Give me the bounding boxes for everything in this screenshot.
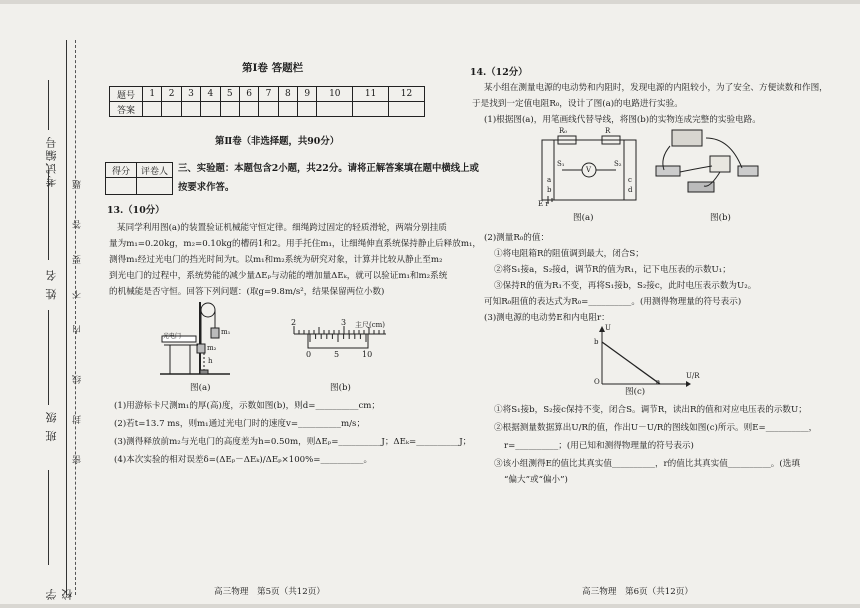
question-number: 4 [201,87,220,102]
apparatus-photo [650,128,760,208]
q13-item-2: (2)若t=13.7 ms，则m₁通过光电门时的速度v=__________m/s； [114,419,366,429]
answer-cell[interactable] [181,102,200,117]
main-scale-label-3: 3 [341,318,347,327]
binding-dashed-line [75,40,76,595]
m1-label: m₁ [221,328,231,336]
battery-label: E r [538,200,549,208]
main-scale-title: 主尺(cm) [355,321,386,329]
class-line [48,310,49,405]
q13-text-line: 量为m₁=0.20kg，m₂=0.10kg的槽码1和2。用手托住m₁，让细绳伸直系统保持静止后释放m₁， [109,239,482,249]
exam-no-label: 考试编号 [45,135,58,187]
apparatus-figure [160,300,245,382]
vernier-label-5: 5 [334,350,340,359]
seal-char: 内 [73,325,83,334]
scan-edge-top [0,0,860,4]
question-number: 5 [220,87,239,102]
question-number: 3 [181,87,200,102]
fig-b-caption: 图(b) [330,383,351,393]
answer-table-header: 题号 [110,87,143,102]
question-number: 9 [298,87,317,102]
q13-text-line: 某同学利用图(a)的装置验证机械能守恒定律。细绳跨过固定的轻质滑轮，两端分别挂质 [117,223,447,233]
q13-text-line: 测得m₁经过光电门的挡光时间为t。以m₁和m₂系统为研究对象，计算并比较从静止至m₂ [109,255,443,265]
answer-cell[interactable] [143,102,162,117]
r-label: R [605,127,611,135]
voltmeter-label: V [586,166,592,174]
grader-label: 评卷人 [137,163,173,178]
q14-step: ③保持R的值为R₁不变，再将S₁接b，S₂接c，此时电压表示数为U₂。 [494,281,757,291]
binding-solid-line [66,40,67,595]
exam-no-line [48,80,49,130]
circuit-caption: 图(a) [573,213,594,223]
name-line [48,170,49,260]
part2-title: 第Ⅱ卷（非选择题，共90分） [215,136,340,147]
q14-item-1: (1)根据图(a)，用笔画线代替导线，将图(b)的实物连成完整的实验电路。 [484,115,761,125]
vernier-label-10: 10 [362,350,373,359]
q14-step: ①将电阻箱R的阻值调到最大，闭合S； [494,249,644,259]
answer-cell[interactable] [259,102,278,117]
q14-step: ③该小组测得E的值比其真实值__________，r的值比其真实值__________。(选填 [494,459,800,469]
school-label: 学 校 [45,587,74,600]
graph-a-label: a [656,378,661,386]
answer-cell[interactable] [239,102,258,117]
grader-cell[interactable] [137,178,173,195]
right-footer: 高三物理 第6页（共12页） [582,587,693,597]
seal-char: 线 [73,375,83,384]
graph-origin: O [594,378,600,386]
q14-item-3: (3)测电源的电动势E和内电阻r： [484,313,610,323]
s1-label: S₁ [557,160,565,168]
q14-step: ①将S₁接b，S₂接c保持不变，闭合S。调节R，读出R的值和对应电压表的示数U； [494,405,807,415]
m2-label: m₂ [207,344,217,352]
q14-text-line: 于是找到一定值电阻R₀，设计了图(a)的电路进行实验。 [472,99,683,109]
class-label: 班 级 [45,410,58,442]
answer-cell[interactable] [353,102,389,117]
q13-header: 13.（10分） [107,205,165,216]
question-number: 7 [259,87,278,102]
seal-char: 要 [73,255,83,264]
q13-text-line: 到光电门的过程中，系统势能的减少量ΔEₚ与动能的增加量ΔEₖ，就可以验证m₁和m₂系统 [109,271,448,281]
fig-a-caption: 图(a) [190,383,211,393]
q14-header: 14.（12分） [470,67,528,78]
photogate-label: 光电门 [163,333,182,340]
q14-text-line: 某小组在测量电源的电动势和内阻时，发现电源的内阻较小，为了安全、方便读数和作图， [484,83,828,93]
name-label: 姓 名 [45,268,58,300]
scan-edge-bottom [0,604,860,608]
graph-b-label: b [594,338,599,346]
score-cell[interactable] [106,178,137,195]
question-number: 10 [317,87,353,102]
apparatus-caption: 图(b) [710,213,731,223]
q14-step: ②将S₁接a，S₂接d，调节R的值为R₁，记下电压表的示数U₁； [494,265,731,275]
answer-sheet-title: 第Ⅰ卷 答题栏 [242,62,304,74]
answer-cell[interactable] [220,102,239,117]
graph-x-label: U/R [686,372,700,380]
seal-char: 封 [73,415,83,424]
answer-cell[interactable] [317,102,353,117]
answer-cell[interactable] [162,102,181,117]
q14-step: “偏大”或“偏小”) [504,475,568,485]
seal-char: 答 [73,220,83,229]
graph-caption: 图(c) [625,387,646,397]
question-number: 8 [278,87,297,102]
q13-item-1: (1)用游标卡尺测m₁的厚(高)度，示数如图(b)，则d=__________cm； [114,401,381,411]
question-number: 12 [389,87,425,102]
answer-table-row-label: 答案 [110,102,143,117]
left-footer: 高三物理 第5页（共12页） [214,587,325,597]
node-c-label: c [628,176,632,184]
question-number: 1 [143,87,162,102]
question-number: 11 [353,87,389,102]
q13-item-3: (3)测得释放前m₂与光电门的高度差为h=0.50m，则ΔEₚ=__________J；ΔEₖ=__________J； [114,437,472,447]
q14-step: r=__________；(用已知和测得物理量的符号表示) [504,441,694,451]
seal-char: 题 [73,180,83,189]
answer-cell[interactable] [389,102,425,117]
school-line [48,470,49,565]
answer-cell[interactable] [278,102,297,117]
node-d-label: d [628,186,633,194]
s2-label: S₂ [614,160,622,168]
q14-r0-expression: 可知R₀阻值的表达式为R₀=__________。(用测得物理量的符号表示) [484,297,742,307]
graph-y-label: U [605,324,611,332]
seal-char: 密 [73,455,83,464]
binding-strip [8,40,88,600]
q13-item-4: (4)本次实验的相对误差δ=(ΔEₚ－ΔEₖ)/ΔEₚ×100%=__________。 [114,455,373,465]
vernier-label-0: 0 [306,350,312,359]
r0-label: R₀ [559,127,568,135]
question-number: 6 [239,87,258,102]
section-heading: 三、实验题：本题包含2小题，共22分。请将正解答案填在题中横线上或 [178,163,479,174]
answer-cell[interactable] [201,102,220,117]
section-heading-cont: 按要求作答。 [178,182,235,193]
node-a-label: a [547,176,552,184]
score-box [105,162,173,195]
h-label: h [208,357,213,365]
answer-table [109,86,425,117]
question-number: 2 [162,87,181,102]
q13-text-line: 的机械能是否守恒。回答下列问题：(取g=9.8m/s²，结果保留两位小数) [109,287,385,297]
seal-char: 不 [73,290,83,299]
score-label: 得分 [106,163,137,178]
q14-step: ②根据测量数据算出U/R的值，作出U－U/R的图线如图(c)所示。则E=__________， [494,423,818,433]
node-b-label: b [547,186,552,194]
q14-item-2: (2)测量R₀的值： [484,233,550,243]
main-scale-label-2: 2 [291,318,297,327]
answer-cell[interactable] [298,102,317,117]
